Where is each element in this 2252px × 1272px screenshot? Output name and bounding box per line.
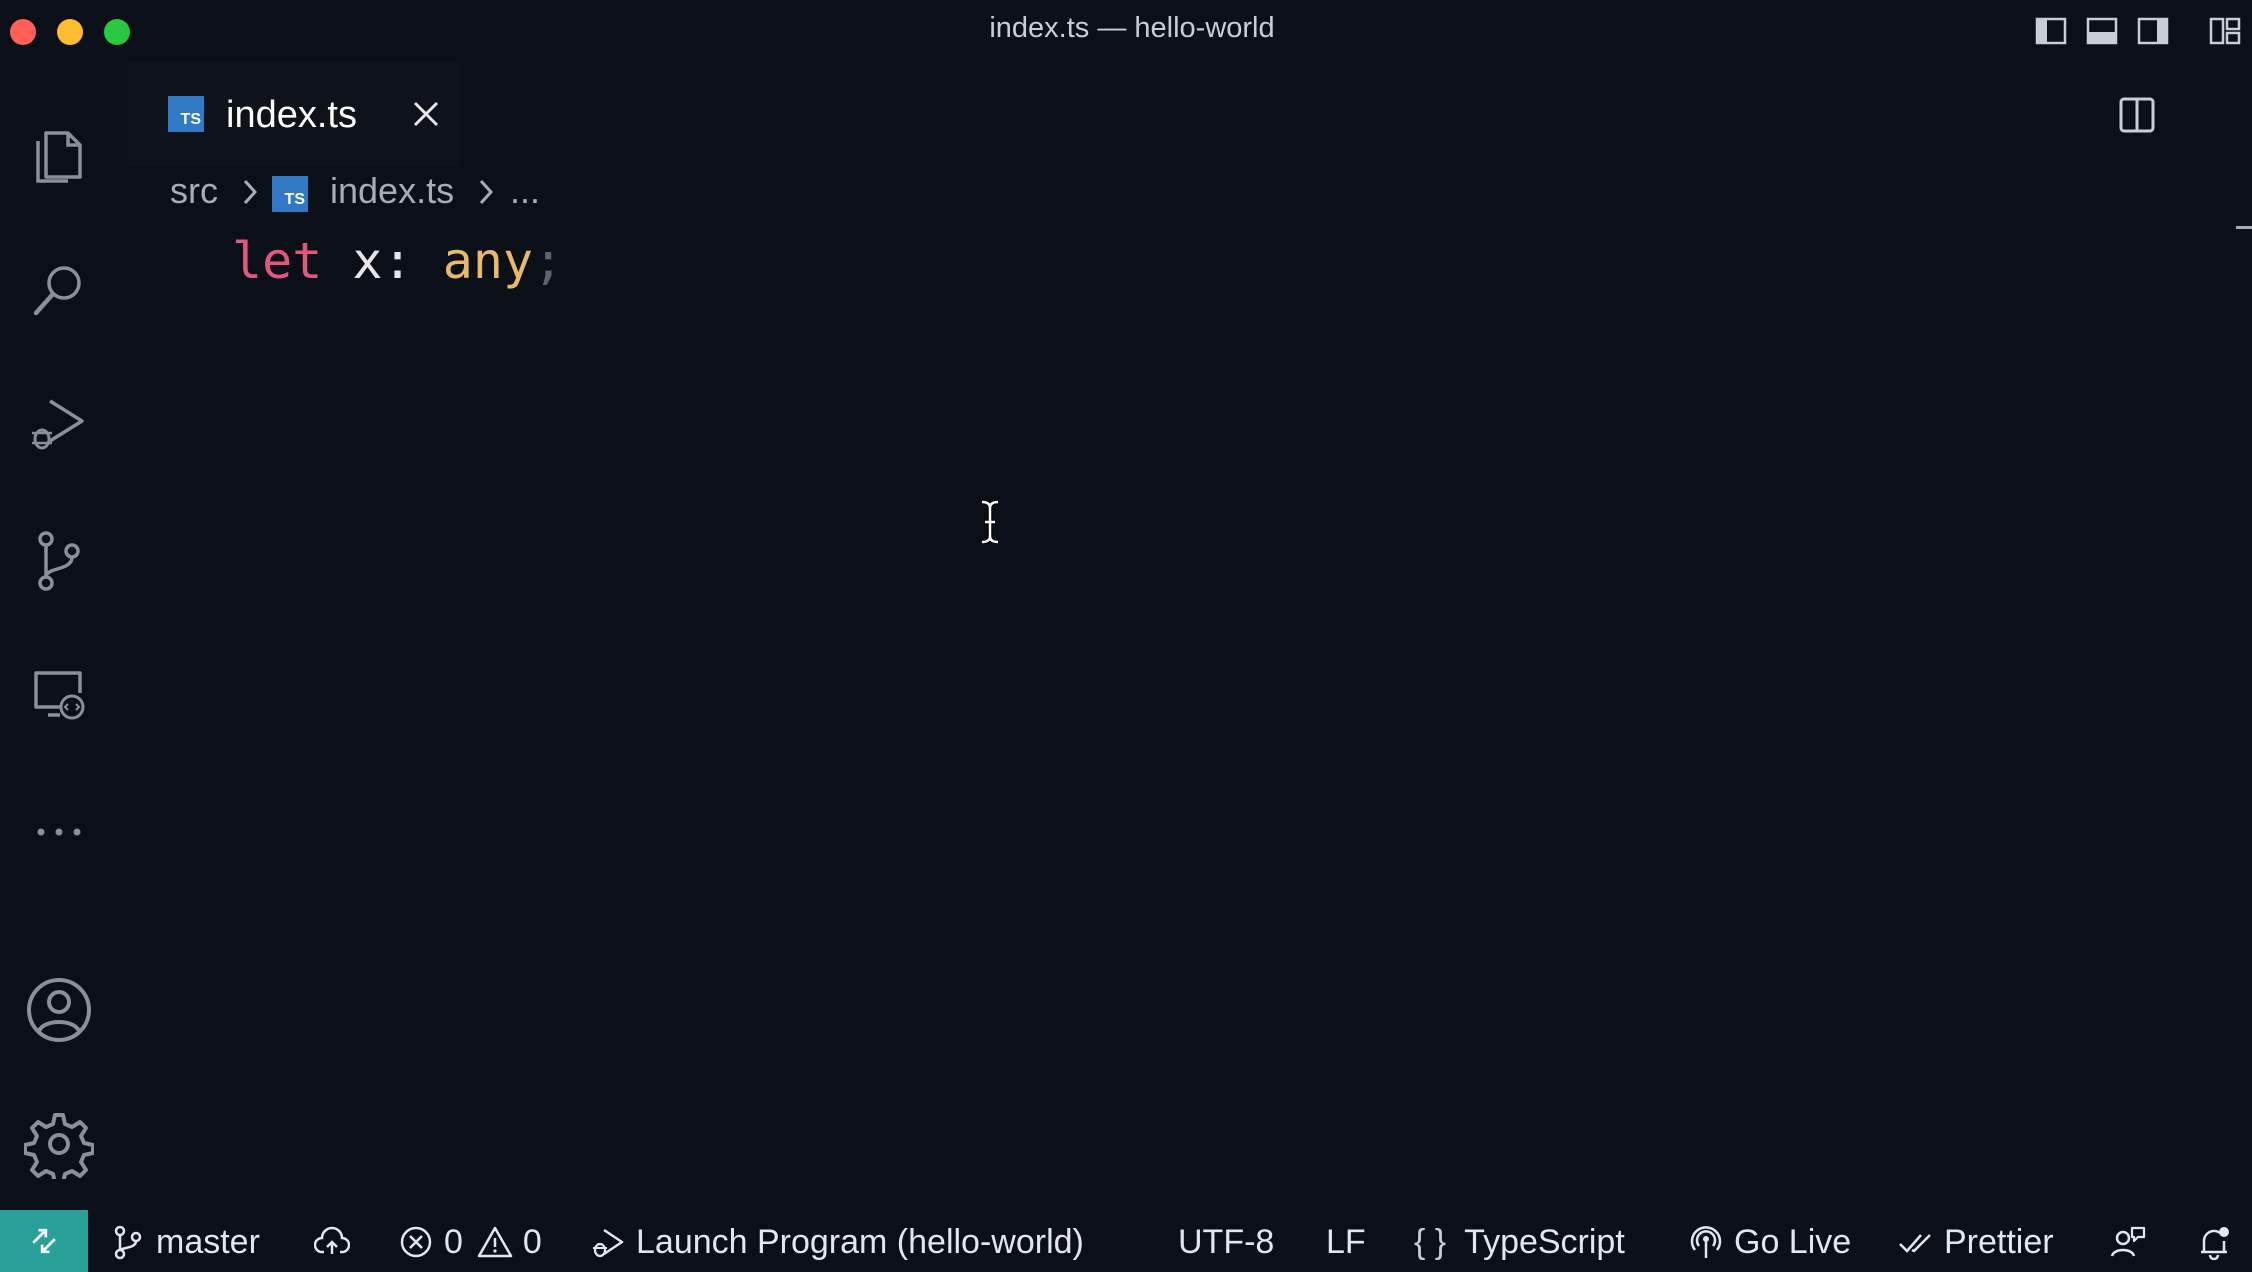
ellipsis-icon <box>24 797 94 867</box>
breadcrumb-folder[interactable]: src <box>170 170 218 211</box>
language-status[interactable] <box>1414 1222 1625 1262</box>
warning-icon <box>477 1224 513 1260</box>
toggle-primary-sidebar-icon[interactable] <box>2034 14 2068 48</box>
account-icon <box>24 975 94 1045</box>
remote-indicator[interactable] <box>0 1210 88 1272</box>
broadcast-icon <box>1688 1224 1724 1260</box>
manage-button[interactable] <box>21 1106 97 1182</box>
double-check-icon <box>1898 1224 1934 1260</box>
split-editor-icon[interactable] <box>2118 96 2156 134</box>
customize-layout-icon[interactable] <box>2208 14 2242 48</box>
toggle-secondary-sidebar-icon[interactable] <box>2136 14 2170 48</box>
branch-name: master <box>156 1222 260 1261</box>
editor-tab-bar <box>118 62 2252 166</box>
code-semicolon: ; <box>533 232 564 290</box>
go-live-button[interactable] <box>1688 1222 1851 1262</box>
run-and-debug-button[interactable] <box>21 386 97 462</box>
tab-label: index.ts <box>226 94 357 136</box>
branch-status[interactable] <box>110 1222 260 1262</box>
chevron-right-icon <box>240 178 260 206</box>
cloud-upload-icon <box>314 1224 350 1260</box>
search-button[interactable] <box>21 252 97 328</box>
language-braces-icon: { } <box>1414 1222 1447 1261</box>
notifications-button[interactable] <box>2196 1222 2242 1262</box>
code-colon: : <box>382 232 413 290</box>
eol-label: LF <box>1326 1222 1366 1261</box>
publish-branch[interactable] <box>314 1222 360 1262</box>
problems-status[interactable] <box>398 1222 542 1262</box>
files-icon <box>24 119 94 189</box>
remote-explorer-button[interactable] <box>21 658 97 734</box>
language-label: TypeScript <box>1464 1222 1625 1261</box>
eol-status[interactable] <box>1326 1222 1366 1262</box>
run-debug-icon <box>590 1224 626 1260</box>
source-control-button[interactable] <box>21 522 97 598</box>
explorer-button[interactable] <box>21 116 97 192</box>
encoding-label: UTF-8 <box>1178 1222 1275 1261</box>
typescript-file-icon: TS <box>168 96 204 132</box>
activity-bar <box>0 62 118 1210</box>
status-bar <box>0 1210 2252 1272</box>
warning-count: 0 <box>522 1222 542 1261</box>
code-type: any <box>442 232 534 290</box>
chevron-right-icon <box>476 178 496 206</box>
bell-dot-icon <box>2196 1224 2232 1260</box>
remote-icon <box>26 1223 62 1259</box>
remote-explorer-icon <box>24 661 94 731</box>
window-title: index.ts — hello-world <box>989 12 1275 44</box>
breadcrumb-file[interactable]: index.ts <box>330 170 455 211</box>
code-editor[interactable] <box>232 232 563 290</box>
prettier-status[interactable] <box>1898 1222 2054 1262</box>
gear-icon <box>24 1109 94 1179</box>
toggle-panel-icon[interactable] <box>2085 14 2119 48</box>
error-count: 0 <box>444 1222 463 1261</box>
breadcrumb-more[interactable]: ... <box>510 170 541 211</box>
go-live-label: Go Live <box>1734 1222 1852 1261</box>
launch-program[interactable] <box>590 1222 1084 1262</box>
title-bar <box>0 0 2252 62</box>
feedback-person-icon <box>2110 1224 2146 1260</box>
launch-label: Launch Program (hello-world) <box>636 1222 1084 1261</box>
search-icon <box>24 255 94 325</box>
tab-index-ts[interactable] <box>128 62 460 166</box>
more-views-button[interactable] <box>21 794 97 870</box>
error-icon <box>398 1224 434 1260</box>
close-tab-icon[interactable] <box>410 98 442 130</box>
git-branch-icon <box>110 1224 146 1260</box>
text-cursor-icon <box>976 498 1004 546</box>
source-control-icon <box>24 525 94 595</box>
code-keyword: let <box>232 232 323 290</box>
typescript-file-icon: TS <box>272 176 308 212</box>
prettier-label: Prettier <box>1944 1222 2054 1261</box>
scrollbar-indicator[interactable] <box>2236 226 2252 229</box>
accounts-button[interactable] <box>21 972 97 1048</box>
feedback-button[interactable] <box>2110 1222 2156 1262</box>
code-identifier: x <box>352 232 383 290</box>
run-debug-icon <box>24 389 94 459</box>
encoding-status[interactable] <box>1178 1222 1274 1262</box>
